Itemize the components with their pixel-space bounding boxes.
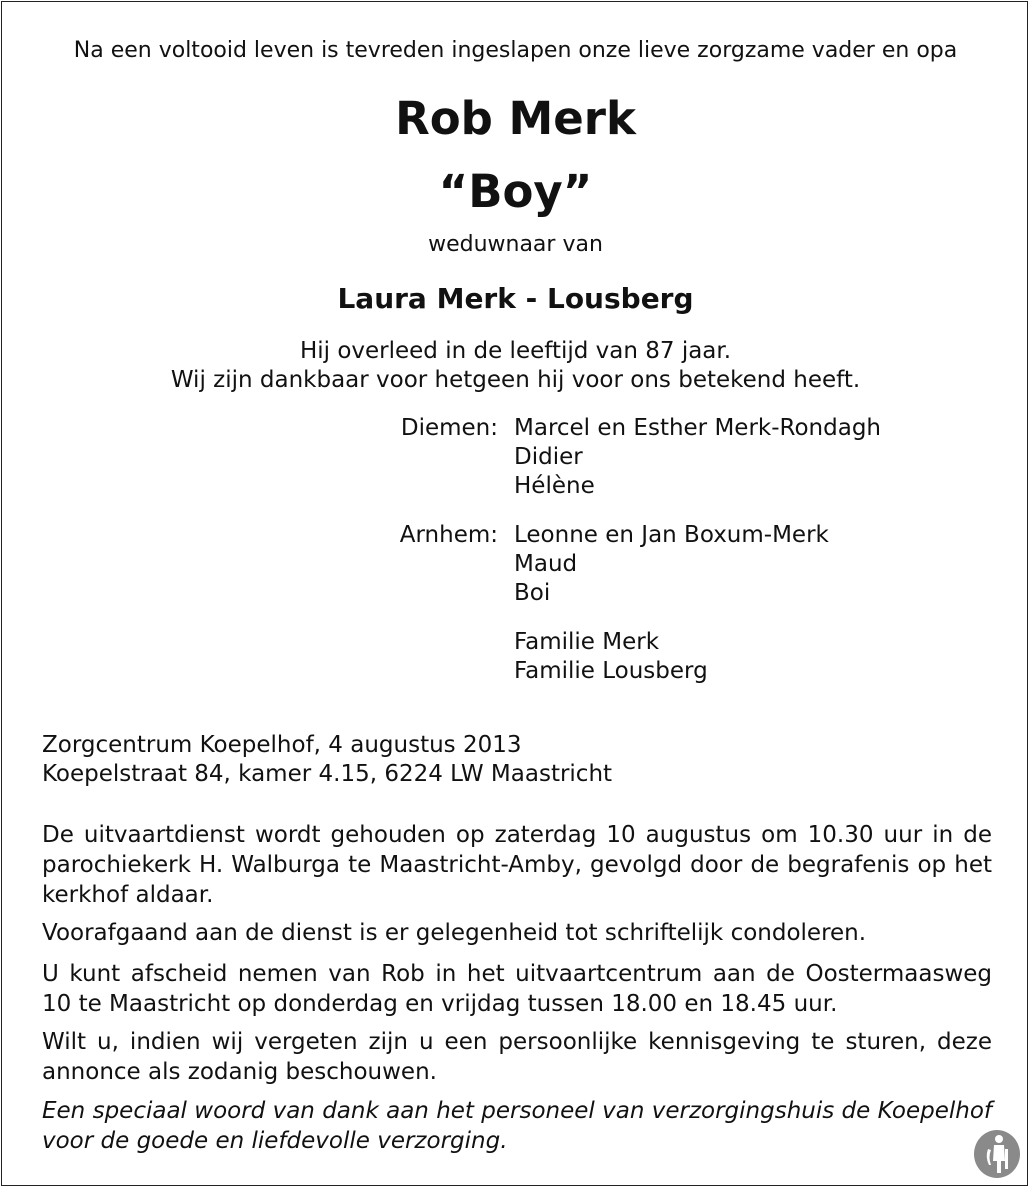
obituary-card [1, 1, 1028, 1186]
widower-of-label: weduwnaar van [428, 232, 603, 257]
thanks-paragraph: Een speciaal woord van dank aan het personeel van verzorgingshuis de Koepelhof voor de goede en liefdevolle verzorging. [42, 1098, 992, 1154]
deceased-name: Rob Merk [395, 92, 636, 145]
notice-paragraph: Wilt u, indien wij vergeten zijn u een persoonlijke kennisgeving te sturen, deze annonce als zodanig beschouwen. [42, 1029, 992, 1085]
family-names [514, 628, 708, 686]
family-member: Familie Lousberg [514, 658, 708, 684]
gratitude-line: Wij zijn dankbaar voor hetgeen hij voor ons betekend heeft. [170, 367, 861, 393]
age-line: Hij overleed in de leeftijd van 87 jaar. [299, 338, 732, 364]
address-line-1: Zorgcentrum Koepelhof, 4 augustus 2013 [42, 732, 522, 758]
family-member: Marcel en Esther Merk-Rondagh [514, 415, 881, 441]
spouse-name: Laura Merk - Lousberg [337, 282, 694, 315]
deceased-nickname: “Boy” [438, 165, 593, 218]
farewell-paragraph: U kunt afscheid nemen van Rob in het uitvaartcentrum aan de Oostermaasweg 10 te Maastricht op donderdag en vrijdag tussen 18.00 en 18.45 uur. [42, 961, 992, 1017]
family-member: Hélène [514, 473, 595, 499]
family-member: Leonne en Jan Boxum-Merk [514, 522, 829, 548]
family-member: Didier [514, 444, 583, 470]
condolence-paragraph: Voorafgaand aan de dienst is er gelegenheid tot schriftelijk condoleren. [42, 920, 867, 946]
family-member: Maud [514, 551, 578, 577]
family-place: Arnhem: [399, 522, 498, 548]
family-member: Boi [514, 580, 551, 606]
family-names [514, 414, 881, 501]
family-member: Familie Merk [514, 629, 660, 655]
intro-line: Na een voltooid leven is tevreden ingeslapen onze lieve zorgzame vader en opa [73, 38, 958, 63]
family-place: Diemen: [400, 415, 498, 441]
funeral-service-paragraph: De uitvaartdienst wordt gehouden op zaterdag 10 augustus om 10.30 uur in de parochiekerk H. Walburga te Maastricht-Amby, gevolgd door de begrafenis op het kerkhof aldaar. [42, 822, 992, 908]
address-line-2: Koepelstraat 84, kamer 4.15, 6224 LW Maastricht [42, 761, 613, 787]
family-names [514, 521, 829, 608]
funeral-figure-icon [972, 1127, 1022, 1179]
